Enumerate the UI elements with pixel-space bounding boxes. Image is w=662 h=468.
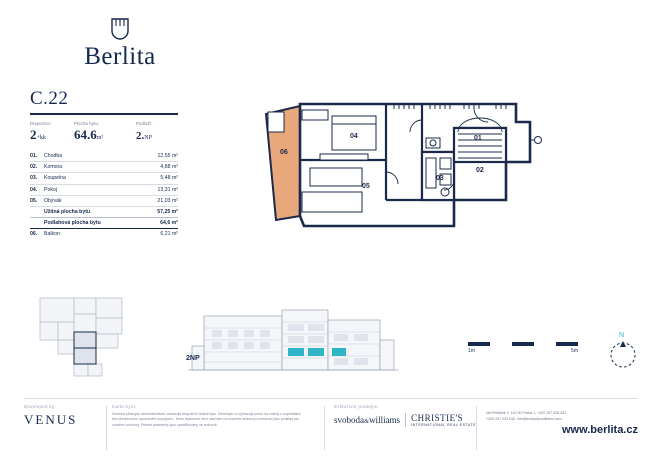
usable-area-label: Užitná plocha bytu xyxy=(44,206,144,217)
agent-partner: CHRISTIE'S xyxy=(411,413,464,423)
meta-layout xyxy=(30,121,74,143)
room-no: 04. xyxy=(30,184,44,195)
room-area: 12,55 m² xyxy=(144,151,178,162)
meta-area-value: 64.6 xyxy=(74,127,97,142)
website-url[interactable]: www.berlita.cz xyxy=(561,424,638,436)
compass-rose-icon xyxy=(604,328,642,372)
scale-bar xyxy=(468,342,578,354)
key-plan-diagram xyxy=(34,292,154,382)
meta-layout-unit: +kk xyxy=(36,135,46,141)
meta-floor-unit: NP xyxy=(144,135,152,141)
scale-bar-segments xyxy=(468,342,578,346)
usable-area-value: 57,25 m² xyxy=(144,206,178,217)
meta-floor xyxy=(136,121,178,143)
disclaimer-text: Schéma půdorysu demonstrativně zobrazuje dispoziční řešení bytu. Developer si vyhrazuje právo na změny v uspořádání bez předchozího upozornění kupujícího. Tento dokument není návrhem na uzavření smlouvy a neslouží jako podklad pro uzavření smlouvy. Přesné parametry jsou specifikovány ve smlouvě. xyxy=(112,412,301,427)
developer-block xyxy=(24,404,102,428)
agent-amp: & xyxy=(364,418,370,425)
plan-label-01: 01 xyxy=(474,135,482,142)
room-schedule-table xyxy=(30,151,178,240)
developer-logo: VENUS xyxy=(24,412,78,427)
table-row-usable-area xyxy=(30,206,178,217)
room-no: 05. xyxy=(30,195,44,206)
room-name: Koupelna xyxy=(44,173,144,184)
building-elevation-diagram xyxy=(188,300,398,382)
room-no: 03. xyxy=(30,173,44,184)
room-name: Obývák xyxy=(44,195,144,206)
plan-label-03: 03 xyxy=(436,175,444,182)
plan-label-02: 02 xyxy=(476,167,484,174)
room-name: Komora xyxy=(44,162,144,173)
scale-label-right: 5m xyxy=(571,348,578,354)
brand-logo xyxy=(30,16,210,69)
table-row-balcony xyxy=(30,229,178,240)
plan-label-05: 05 xyxy=(362,183,370,190)
balcony-area: 6,21 m² xyxy=(160,231,178,238)
footer-divider xyxy=(24,398,638,399)
sales-agent-block xyxy=(334,404,484,427)
agent-partner-logo xyxy=(411,413,476,427)
developer-label: Developed by: xyxy=(24,404,56,409)
agent-partner-sub: INTERNATIONAL REAL ESTATE xyxy=(411,423,477,427)
room-name: Chodba xyxy=(44,151,144,162)
plan-label-06: 06 xyxy=(280,149,288,156)
agent-logo xyxy=(334,415,400,425)
sales-label: Exkluzivní prodejce: xyxy=(334,404,380,409)
disclaimer-block xyxy=(112,404,302,428)
disclaimer-label: Karta bytu: xyxy=(112,404,137,409)
room-area: 4,88 m² xyxy=(144,162,178,173)
svg-text:N: N xyxy=(619,332,625,339)
meta-area-unit: m² xyxy=(96,135,104,141)
crown-shield-logo-icon xyxy=(107,16,133,42)
room-area: 21,03 m² xyxy=(144,195,178,206)
meta-layout-value: 2 xyxy=(30,127,37,142)
balcony-name: Balkon xyxy=(44,231,60,238)
table-row xyxy=(30,173,178,184)
contact-line-2: +420 257 233 032, info@svoboda-williams.com xyxy=(486,417,562,422)
meta-area-label: Plocha bytu: xyxy=(74,121,100,126)
agent-secondary: williams xyxy=(369,415,401,425)
room-name: Pokoj xyxy=(44,184,144,195)
unit-info-panel xyxy=(30,88,178,240)
table-row xyxy=(30,195,178,206)
meta-floor-label: Podlaží: xyxy=(136,121,153,126)
balcony-no: 06. xyxy=(30,231,38,238)
meta-area xyxy=(74,121,136,143)
unit-meta xyxy=(30,121,178,143)
table-row xyxy=(30,151,178,162)
contact-block xyxy=(486,410,596,422)
footer xyxy=(24,404,638,456)
elevation-floor-label: 2NP xyxy=(186,355,200,362)
table-row xyxy=(30,162,178,173)
room-no: 01. xyxy=(30,151,44,162)
table-row-floor-area xyxy=(30,218,178,229)
meta-floor-value: 2. xyxy=(136,130,145,142)
meta-layout-label: Dispozice: xyxy=(30,121,52,126)
room-area: 5,48 m² xyxy=(144,173,178,184)
brand-name: Berlita xyxy=(84,43,156,70)
agent-primary: svoboda xyxy=(334,415,364,425)
contact-line-1: Na Perštýně 2, 110 00 Praha 1, +420 257 328 281 xyxy=(486,411,567,415)
room-area: 13,31 m² xyxy=(144,184,178,195)
floor-area-value: 64,6 m² xyxy=(144,218,178,229)
plan-label-04: 04 xyxy=(350,133,358,140)
room-no: 02. xyxy=(30,162,44,173)
unit-code: C.22 xyxy=(30,88,69,109)
floor-area-label: Podlahová plocha bytu xyxy=(44,218,144,229)
scale-label-left: 1m xyxy=(468,348,475,354)
floorplan-drawing xyxy=(258,92,558,252)
unit-divider xyxy=(30,113,178,115)
table-row xyxy=(30,184,178,195)
